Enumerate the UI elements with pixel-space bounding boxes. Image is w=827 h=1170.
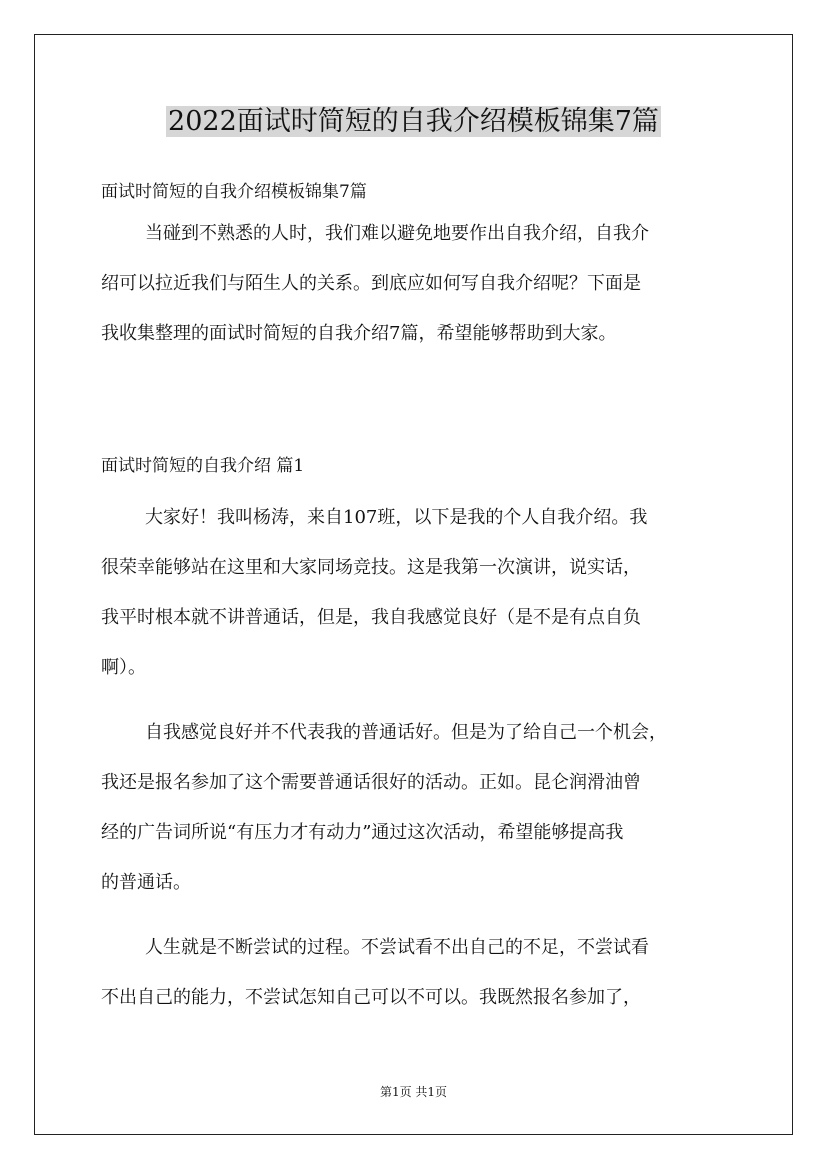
text-line: 不出自己的能力，不尝试怎知自己可以不可以。我既然报名参加了， (101, 987, 641, 1008)
text-line: 我收集整理的面试时简短的自我介绍7篇，希望能够帮助到大家。 (101, 323, 617, 344)
document-subtitle: 面试时简短的自我介绍模板锦集7篇 (101, 182, 367, 202)
paragraph-3 (101, 926, 729, 1026)
text-line: 的普通话。 (101, 872, 191, 893)
paragraph-2 (101, 711, 729, 911)
page-footer: 第1页 共1页 (379, 1085, 448, 1099)
text-line: 当碰到不熟悉的人时，我们难以避免地要作出自我介绍，自我介 (145, 223, 649, 244)
text-line: 我平时根本就不讲普通话，但是，我自我感觉良好（是不是有点自负 (101, 607, 641, 628)
text-line: 人生就是不断尝试的过程。不尝试看不出自己的不足，不尝试看 (145, 937, 649, 958)
section-heading: 面试时简短的自我介绍 篇1 (101, 456, 305, 476)
text-line: 大家好！我叫杨涛，来自107班，以下是我的个人自我介绍。我 (145, 507, 648, 528)
intro-paragraph (101, 212, 729, 362)
text-line: 啊）。 (101, 657, 146, 678)
text-line: 经的广告词所说“有压力才有动力”通过这次活动，希望能够提高我 (101, 822, 624, 843)
text-line: 我还是报名参加了这个需要普通话很好的活动。正如。昆仑润滑油曾 (101, 772, 641, 793)
document-title (0, 100, 827, 144)
text-line: 绍可以拉近我们与陌生人的关系。到底应如何写自我介绍呢？下面是 (101, 273, 641, 294)
text-line: 自我感觉良好并不代表我的普通话好。但是为了给自己一个机会， (145, 722, 667, 743)
text-line: 很荣幸能够站在这里和大家同场竞技。这是我第一次演讲，说实话， (101, 557, 641, 578)
document-title-text: 2022面试时简短的自我介绍模板锦集7篇 (168, 106, 659, 137)
paragraph-1 (101, 496, 729, 696)
